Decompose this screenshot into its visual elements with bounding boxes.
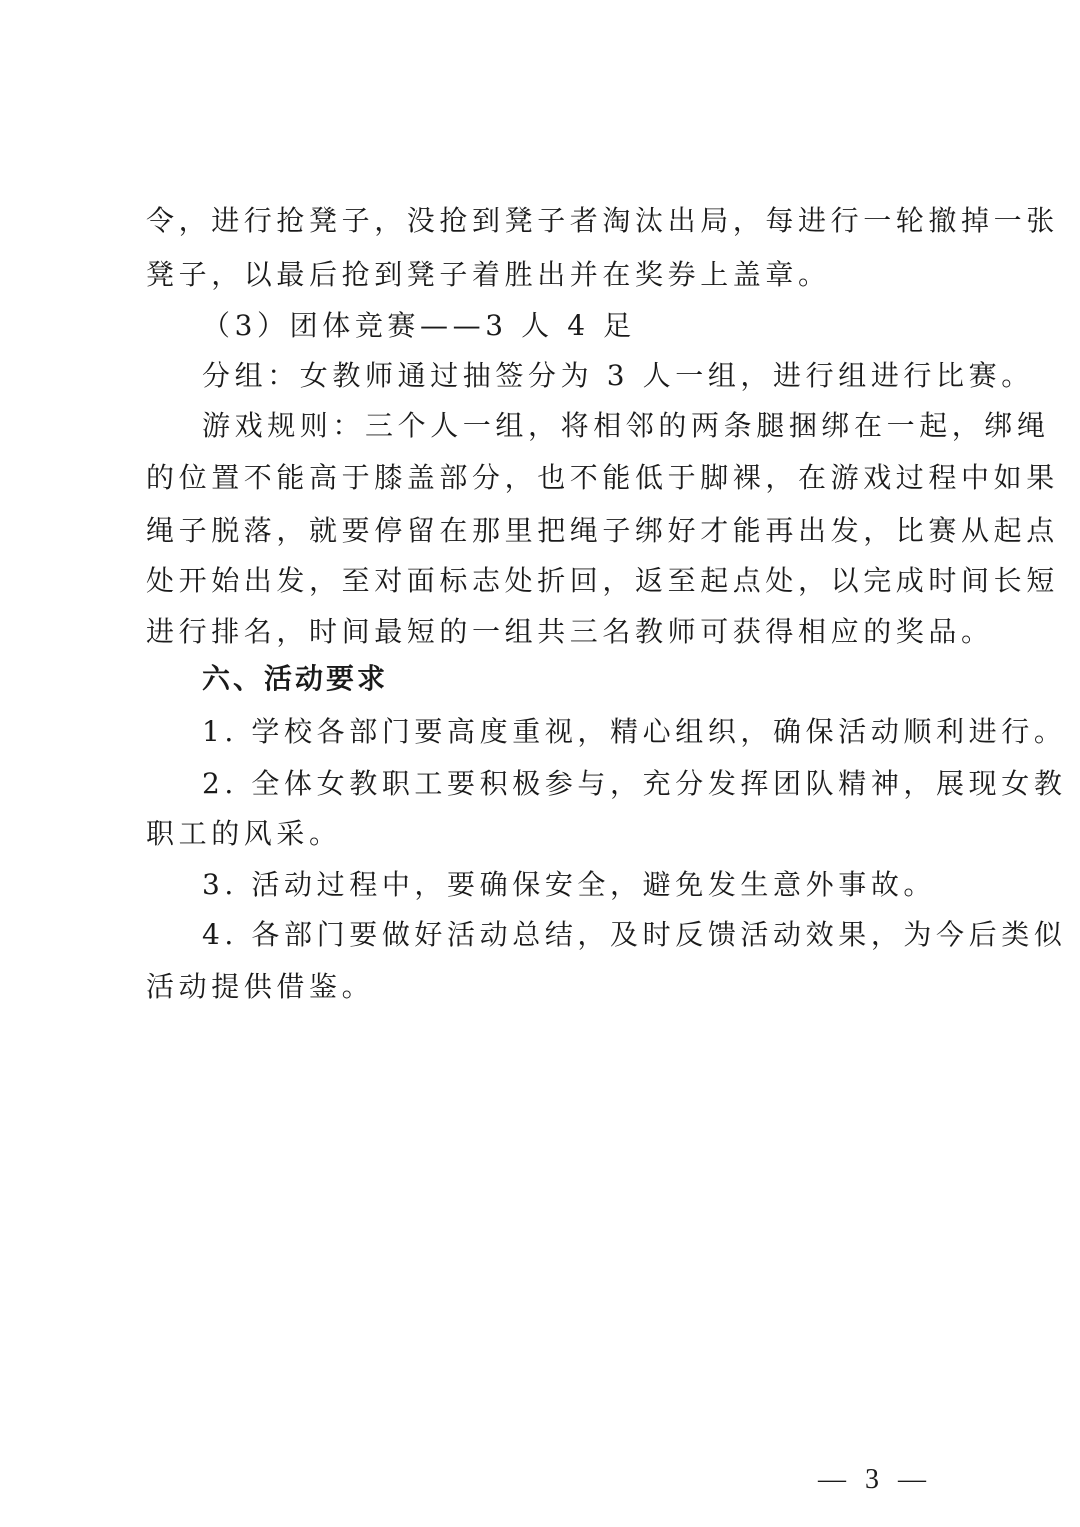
requirement-item-4-line-2: 活动提供借鉴。: [146, 970, 375, 1003]
rules-paragraph-line-1: 游戏规则：三个人一组，将相邻的两条腿捆绑在一起，绑绳: [202, 409, 1050, 442]
requirement-item-4-line-1: 4. 各部门要做好活动总结，及时反馈活动效果，为今后类似: [202, 918, 1067, 951]
requirement-item-1: 1. 学校各部门要高度重视，精心组织，确保活动顺利进行。: [202, 715, 1067, 748]
paragraph-line-2: 凳子，以最后抢到凳子着胜出并在奖券上盖章。: [146, 258, 831, 291]
rules-paragraph-line-4: 处开始出发，至对面标志处折回，返至起点处，以完成时间长短: [146, 564, 1059, 597]
page-number: — 3 —: [818, 1464, 932, 1495]
rules-paragraph-line-5: 进行排名，时间最短的一组共三名教师可获得相应的奖品。: [146, 615, 994, 648]
subsection-title: （3）团体竞赛——3 人 4 足: [202, 309, 636, 342]
requirement-item-2-line-2: 职工的风采。: [146, 817, 342, 850]
section-heading: 六、活动要求: [202, 662, 389, 695]
rules-paragraph-line-3: 绳子脱落，就要停留在那里把绳子绑好才能再出发，比赛从起点: [146, 514, 1059, 547]
requirement-item-2-line-1: 2. 全体女教职工要积极参与，充分发挥团队精神，展现女教: [202, 767, 1067, 800]
requirement-item-3: 3. 活动过程中，要确保安全，避免发生意外事故。: [202, 868, 937, 901]
paragraph-line-1: 令，进行抢凳子，没抢到凳子者淘汰出局，每进行一轮撤掉一张: [146, 204, 1059, 237]
grouping-paragraph: 分组：女教师通过抽签分为 3 人一组，进行组进行比赛。: [202, 359, 1034, 392]
rules-paragraph-line-2: 的位置不能高于膝盖部分，也不能低于脚裸，在游戏过程中如果: [146, 461, 1059, 494]
